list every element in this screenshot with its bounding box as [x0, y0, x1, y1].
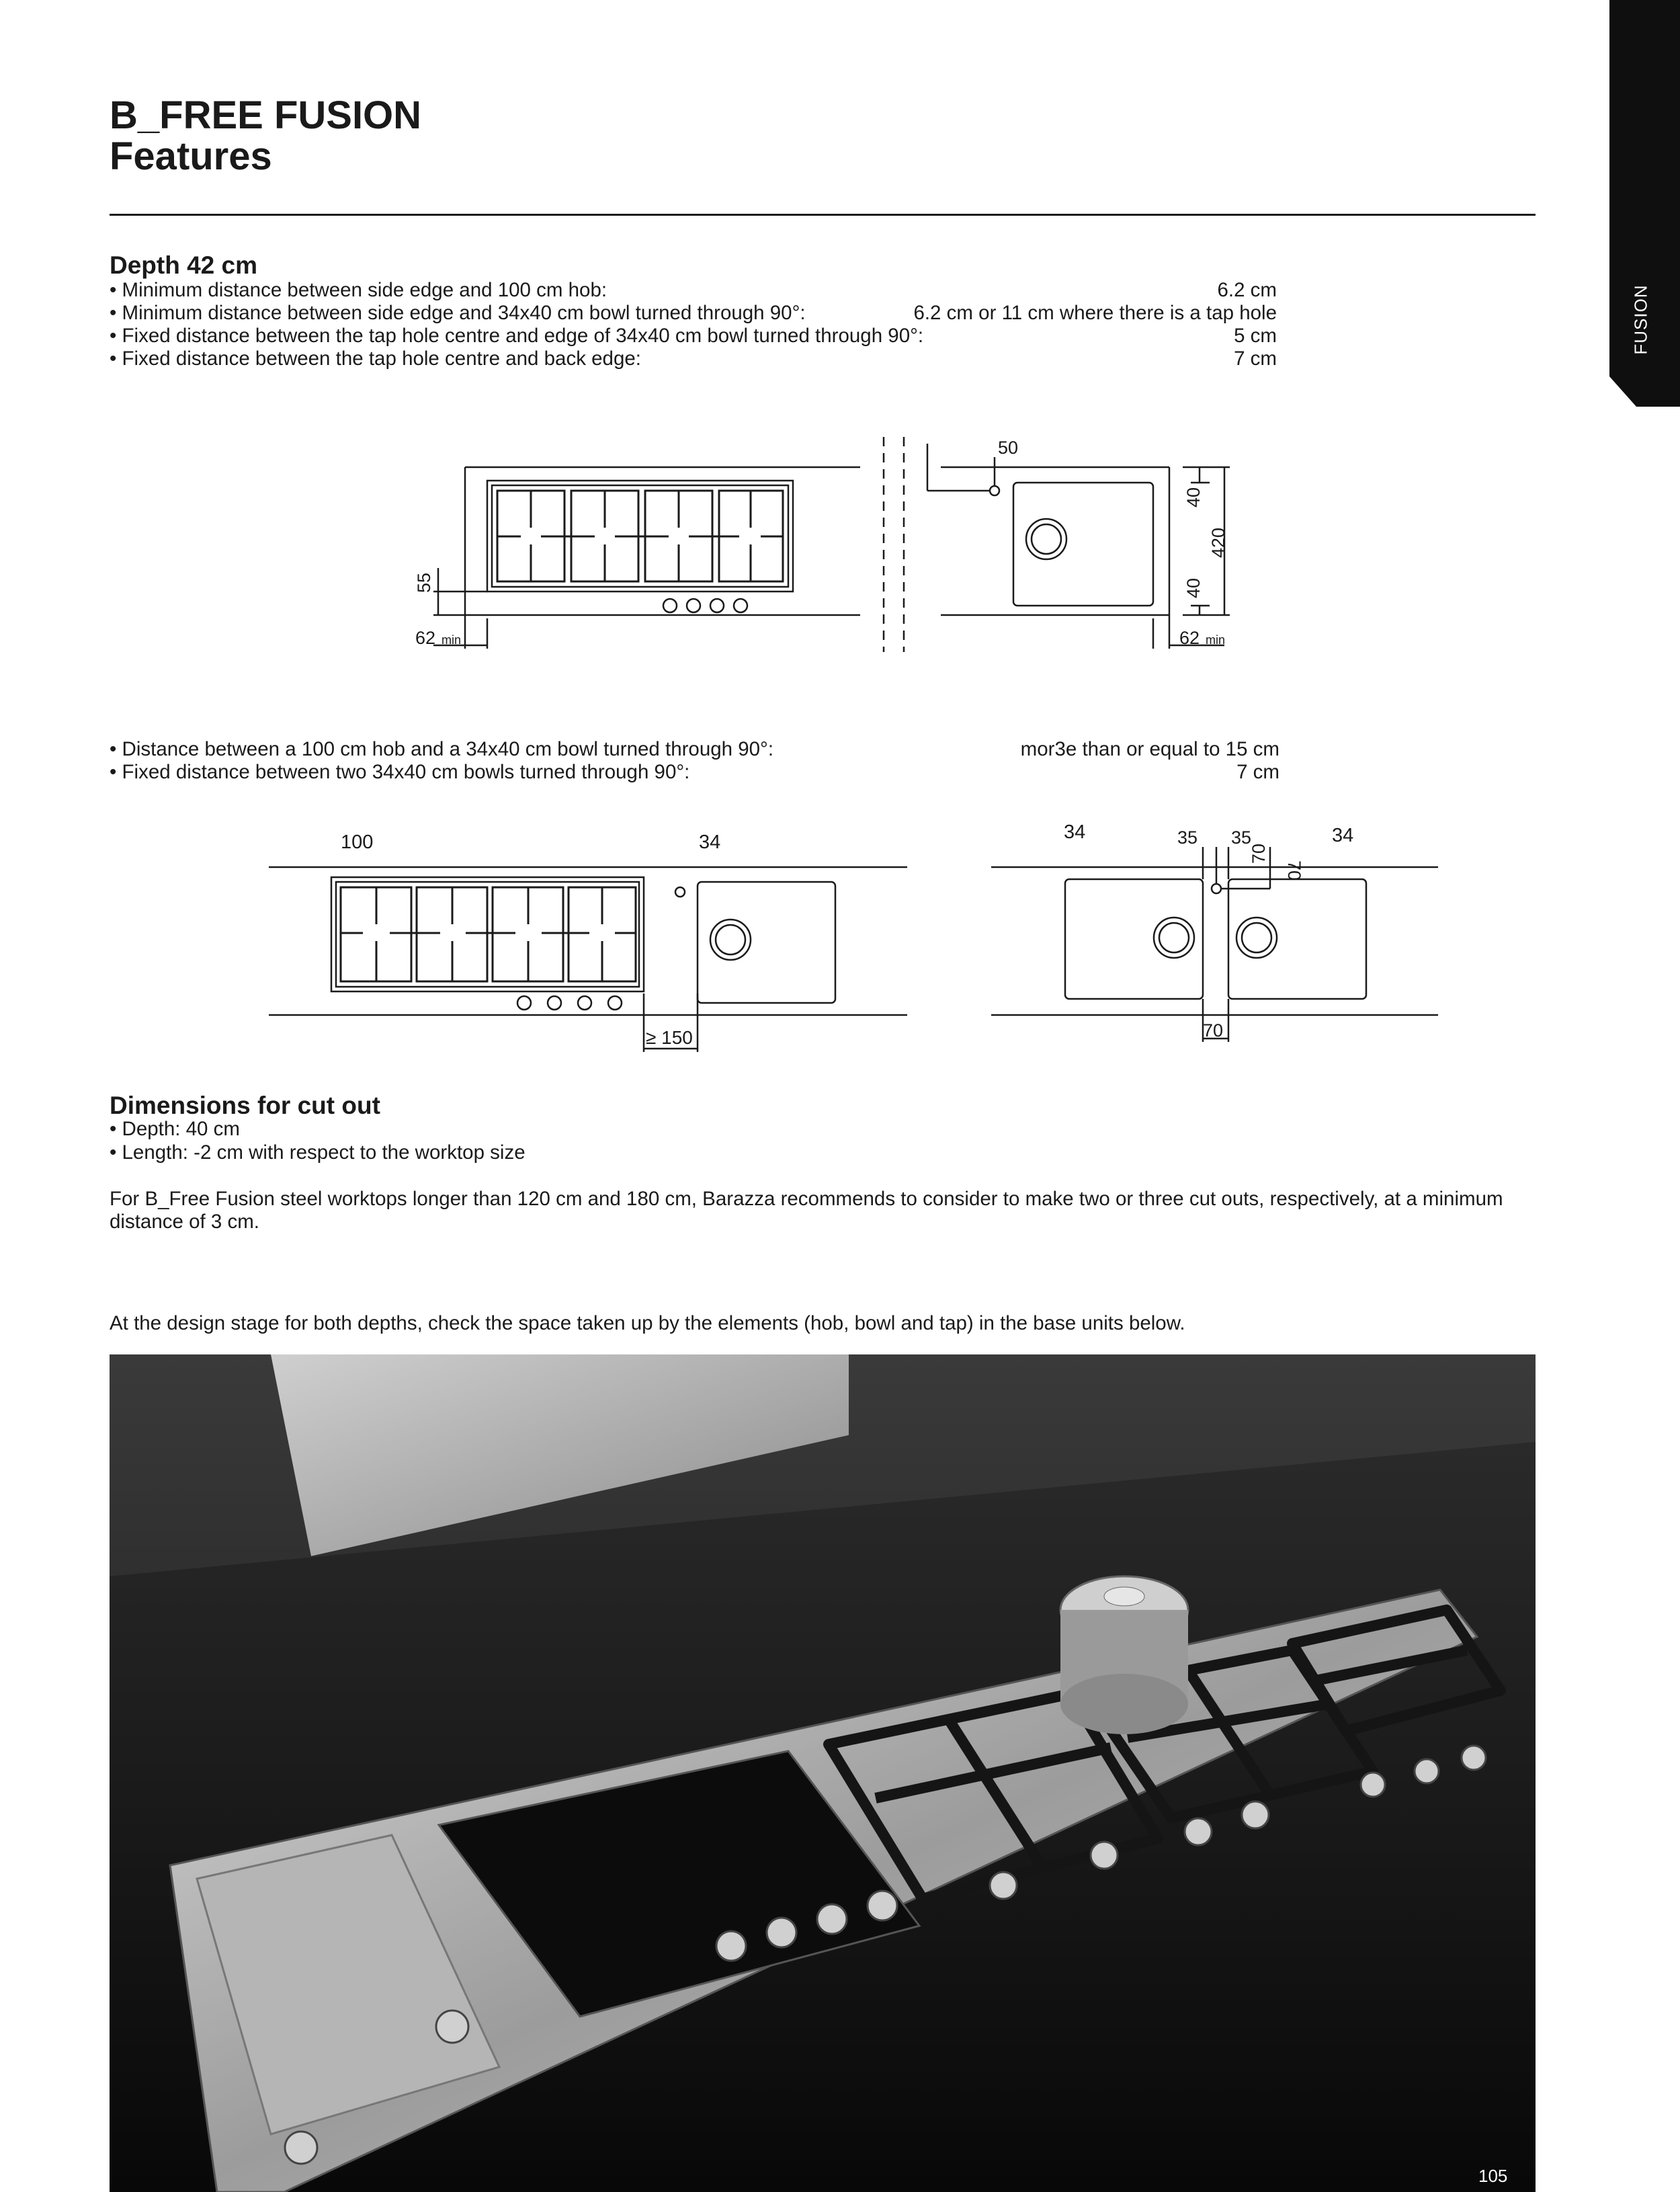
- label-70-vertical: 70: [1284, 860, 1304, 881]
- distance-value-2: 7 cm: [1236, 761, 1279, 783]
- page-number: 105: [1478, 2166, 1508, 2186]
- title-divider: [110, 214, 1536, 216]
- product-photo: [110, 1354, 1536, 2192]
- diagram-two-bowls: [988, 820, 1458, 1062]
- dim-62-right: 62: [1179, 628, 1200, 648]
- page-subtitle: Features: [110, 134, 272, 178]
- dim-40-bottom: 40: [1183, 577, 1204, 598]
- depth-value-3: 5 cm: [1234, 325, 1277, 347]
- cutout-item-length: • Length: -2 cm with respect to the worktop size: [110, 1141, 526, 1164]
- dim-62-left-min: min: [442, 633, 462, 647]
- dim-55: 55: [414, 572, 434, 593]
- depth-heading: Depth 42 cm: [110, 251, 258, 279]
- label-hob-100: 100: [341, 831, 374, 853]
- depth-value-1: 6.2 cm: [1217, 279, 1277, 301]
- label-35b: 35: [1231, 827, 1252, 848]
- depth-item-2: • Minimum distance between side edge and 34x40 cm bowl turned through 90°:: [110, 302, 806, 324]
- depth-item-1: • Minimum distance between side edge and 100 cm hob:: [110, 279, 607, 301]
- label-left-34: 34: [1064, 821, 1086, 843]
- distance-item-2: • Fixed distance between two 34x40 cm bowls turned through 90°:: [110, 761, 690, 783]
- label-bowl-34: 34: [699, 831, 721, 853]
- cutout-item-depth: • Depth: 40 cm: [110, 1118, 240, 1140]
- label-gap-150: ≥ 150: [646, 1027, 693, 1048]
- diagram-hob-bowl: [265, 820, 917, 1062]
- depth-value-4: 7 cm: [1234, 348, 1277, 370]
- depth-item-4: • Fixed distance between the tap hole centre and back edge:: [110, 348, 641, 370]
- dim-70: 70: [1249, 843, 1269, 864]
- depth-value-2: 6.2 cm or 11 cm where there is a tap hole: [913, 302, 1277, 324]
- distance-item-1: • Distance between a 100 cm hob and a 34x40 cm bowl turned through 90°:: [110, 738, 774, 760]
- cutout-heading: Dimensions for cut out: [110, 1092, 380, 1119]
- dim-62-right-min: min: [1206, 633, 1226, 647]
- dim-62-left: 62: [415, 628, 436, 648]
- label-35a: 35: [1177, 827, 1198, 848]
- side-tab-label: FUSION: [1630, 284, 1651, 355]
- depth-item-3: • Fixed distance between the tap hole centre and edge of 34x40 cm bowl turned through 90°:: [110, 325, 924, 347]
- distance-value-1: mor3e than or equal to 15 cm: [1020, 738, 1279, 760]
- dim-50: 50: [998, 438, 1019, 458]
- cutout-paragraph: For B_Free Fusion steel worktops longer than 120 cm and 180 cm, Barazza recommends to consider to make two or three cut outs, respectively, at a minimum distance of 3 cm.: [110, 1188, 1503, 1233]
- design-note: At the design stage for both depths, check the space taken up by the elements (hob, bowl and tap) in the base units below.: [110, 1312, 1185, 1334]
- page-title: B_FREE FUSION: [110, 93, 422, 137]
- dim-420: 420: [1208, 527, 1228, 558]
- label-70-bottom: 70: [1203, 1020, 1224, 1041]
- side-tab-label-wrap: [1620, 282, 1673, 356]
- label-right-34: 34: [1332, 825, 1354, 846]
- dim-40-top: 40: [1183, 487, 1204, 508]
